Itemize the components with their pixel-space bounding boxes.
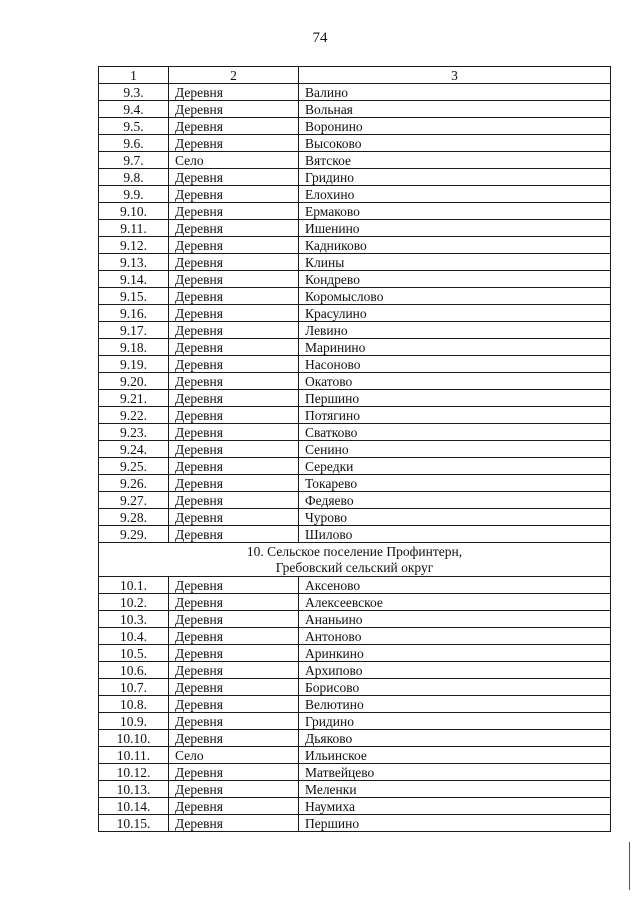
table-row — [99, 713, 611, 730]
row-number: 10.4. — [99, 628, 169, 645]
table-row — [99, 475, 611, 492]
settlement-type: Деревня — [169, 492, 299, 509]
row-number: 9.6. — [99, 135, 169, 152]
table-row — [99, 237, 611, 254]
table-row — [99, 492, 611, 509]
settlement-type: Деревня — [169, 237, 299, 254]
row-number: 9.26. — [99, 475, 169, 492]
table-row — [99, 594, 611, 611]
settlement-type: Деревня — [169, 186, 299, 203]
settlement-type: Деревня — [169, 288, 299, 305]
settlement-name: Аринкино — [299, 645, 611, 662]
scan-margin-mark — [629, 842, 630, 890]
table-row — [99, 662, 611, 679]
row-number: 10.1. — [99, 577, 169, 594]
settlement-type: Деревня — [169, 815, 299, 832]
row-number: 10.3. — [99, 611, 169, 628]
settlement-name: Борисово — [299, 679, 611, 696]
settlement-name: Насоново — [299, 356, 611, 373]
row-number: 9.15. — [99, 288, 169, 305]
row-number: 9.7. — [99, 152, 169, 169]
settlement-type: Деревня — [169, 713, 299, 730]
row-number: 9.8. — [99, 169, 169, 186]
table-row — [99, 424, 611, 441]
settlement-name: Коромыслово — [299, 288, 611, 305]
settlement-name: Ермаково — [299, 203, 611, 220]
table-row — [99, 645, 611, 662]
settlement-type: Деревня — [169, 730, 299, 747]
settlement-type: Деревня — [169, 322, 299, 339]
settlement-type: Деревня — [169, 339, 299, 356]
row-number: 9.28. — [99, 509, 169, 526]
table-body — [99, 67, 611, 832]
settlement-type: Деревня — [169, 764, 299, 781]
row-number: 10.13. — [99, 781, 169, 798]
settlement-name: Меленки — [299, 781, 611, 798]
settlement-type: Село — [169, 152, 299, 169]
column-header-number: 1 — [99, 67, 169, 84]
settlement-name: Окатово — [299, 373, 611, 390]
row-number: 10.14. — [99, 798, 169, 815]
row-number: 9.29. — [99, 526, 169, 543]
column-header-name: 3 — [299, 67, 611, 84]
settlement-type: Деревня — [169, 271, 299, 288]
settlement-type: Деревня — [169, 220, 299, 237]
table-row — [99, 118, 611, 135]
row-number: 9.23. — [99, 424, 169, 441]
settlement-type: Деревня — [169, 169, 299, 186]
settlement-name: Федяево — [299, 492, 611, 509]
table-row — [99, 730, 611, 747]
section-heading — [99, 543, 611, 577]
section-heading-line-2: Гребовский сельский округ — [275, 559, 434, 575]
table-row — [99, 101, 611, 118]
row-number: 10.12. — [99, 764, 169, 781]
settlement-name: Алексеевское — [299, 594, 611, 611]
settlement-name: Кондрево — [299, 271, 611, 288]
settlement-name: Аксеново — [299, 577, 611, 594]
settlement-name: Шилово — [299, 526, 611, 543]
table-row — [99, 679, 611, 696]
settlement-name: Вятское — [299, 152, 611, 169]
settlement-type: Деревня — [169, 475, 299, 492]
settlement-type: Деревня — [169, 135, 299, 152]
row-number: 10.15. — [99, 815, 169, 832]
settlement-type: Деревня — [169, 390, 299, 407]
settlement-name: Дьяково — [299, 730, 611, 747]
table-row — [99, 254, 611, 271]
row-number: 9.16. — [99, 305, 169, 322]
settlement-type: Деревня — [169, 203, 299, 220]
table-row — [99, 271, 611, 288]
row-number: 9.27. — [99, 492, 169, 509]
row-number: 9.24. — [99, 441, 169, 458]
row-number: 9.9. — [99, 186, 169, 203]
row-number: 9.17. — [99, 322, 169, 339]
settlement-name: Архипово — [299, 662, 611, 679]
settlement-type: Деревня — [169, 781, 299, 798]
table-row — [99, 696, 611, 713]
table-row — [99, 169, 611, 186]
settlement-type: Деревня — [169, 679, 299, 696]
row-number: 9.14. — [99, 271, 169, 288]
row-number: 9.21. — [99, 390, 169, 407]
row-number: 10.11. — [99, 747, 169, 764]
table-row — [99, 747, 611, 764]
settlement-name: Потягино — [299, 407, 611, 424]
table-row — [99, 458, 611, 475]
settlement-name: Першино — [299, 390, 611, 407]
settlement-name: Антоново — [299, 628, 611, 645]
table-row — [99, 407, 611, 424]
settlement-type: Деревня — [169, 424, 299, 441]
settlement-name: Гридино — [299, 169, 611, 186]
settlement-type: Деревня — [169, 645, 299, 662]
settlement-type: Деревня — [169, 662, 299, 679]
row-number: 10.7. — [99, 679, 169, 696]
table-row — [99, 356, 611, 373]
table-row — [99, 611, 611, 628]
table-row — [99, 152, 611, 169]
row-number: 9.12. — [99, 237, 169, 254]
settlement-name: Маринино — [299, 339, 611, 356]
settlement-name: Ананьино — [299, 611, 611, 628]
page-number: 74 — [312, 30, 328, 46]
settlement-type: Село — [169, 747, 299, 764]
settlement-type: Деревня — [169, 254, 299, 271]
settlement-name: Гридино — [299, 713, 611, 730]
settlement-name: Середки — [299, 458, 611, 475]
table-row — [99, 577, 611, 594]
settlement-name: Ильинское — [299, 747, 611, 764]
settlement-name: Валино — [299, 84, 611, 101]
settlement-type: Деревня — [169, 84, 299, 101]
settlement-name: Елохино — [299, 186, 611, 203]
table-row — [99, 781, 611, 798]
settlement-type: Деревня — [169, 628, 299, 645]
settlement-name: Клины — [299, 254, 611, 271]
settlement-name: Першино — [299, 815, 611, 832]
row-number: 10.8. — [99, 696, 169, 713]
settlement-name: Велютино — [299, 696, 611, 713]
table-row — [99, 305, 611, 322]
row-number: 9.10. — [99, 203, 169, 220]
settlement-name: Вольная — [299, 101, 611, 118]
row-number: 9.11. — [99, 220, 169, 237]
settlement-type: Деревня — [169, 118, 299, 135]
row-number: 9.25. — [99, 458, 169, 475]
row-number: 9.5. — [99, 118, 169, 135]
settlement-name: Токарево — [299, 475, 611, 492]
table-row — [99, 220, 611, 237]
table-row — [99, 186, 611, 203]
settlement-type: Деревня — [169, 696, 299, 713]
settlement-type: Деревня — [169, 526, 299, 543]
settlement-type: Деревня — [169, 441, 299, 458]
table-row — [99, 764, 611, 781]
table-row — [99, 441, 611, 458]
table-row — [99, 339, 611, 356]
settlement-name: Сватково — [299, 424, 611, 441]
table-row — [99, 390, 611, 407]
row-number: 10.2. — [99, 594, 169, 611]
settlement-type: Деревня — [169, 356, 299, 373]
settlement-type: Деревня — [169, 594, 299, 611]
settlement-type: Деревня — [169, 407, 299, 424]
row-number: 9.13. — [99, 254, 169, 271]
row-number: 9.20. — [99, 373, 169, 390]
settlement-name: Красулино — [299, 305, 611, 322]
settlement-type: Деревня — [169, 611, 299, 628]
table-row — [99, 322, 611, 339]
settlement-name: Левино — [299, 322, 611, 339]
table-row — [99, 509, 611, 526]
settlement-type: Деревня — [169, 577, 299, 594]
table-row — [99, 84, 611, 101]
settlement-type: Деревня — [169, 458, 299, 475]
settlement-name: Сенино — [299, 441, 611, 458]
settlement-type: Деревня — [169, 373, 299, 390]
row-number: 10.9. — [99, 713, 169, 730]
settlement-name: Наумиха — [299, 798, 611, 815]
row-number: 9.18. — [99, 339, 169, 356]
table-row — [99, 628, 611, 645]
row-number: 10.6. — [99, 662, 169, 679]
row-number: 9.19. — [99, 356, 169, 373]
table-row — [99, 815, 611, 832]
row-number: 10.10. — [99, 730, 169, 747]
settlement-name: Воронино — [299, 118, 611, 135]
settlement-type: Деревня — [169, 798, 299, 815]
table-row — [99, 526, 611, 543]
table-row — [99, 798, 611, 815]
section-heading-row — [99, 543, 611, 577]
settlement-name: Высоково — [299, 135, 611, 152]
column-header-type: 2 — [169, 67, 299, 84]
settlement-type: Деревня — [169, 101, 299, 118]
settlement-type: Деревня — [169, 509, 299, 526]
table-header-row — [99, 67, 611, 84]
settlement-type: Деревня — [169, 305, 299, 322]
table-row — [99, 135, 611, 152]
settlement-name: Кадниково — [299, 237, 611, 254]
settlement-name: Чурово — [299, 509, 611, 526]
section-heading-line-1: 10. Сельское поселение Профинтерн, — [246, 543, 463, 559]
settlement-name: Матвейцево — [299, 764, 611, 781]
table-row — [99, 203, 611, 220]
row-number: 9.4. — [99, 101, 169, 118]
table-row — [99, 288, 611, 305]
settlements-table — [98, 66, 611, 832]
table-row — [99, 373, 611, 390]
row-number: 9.22. — [99, 407, 169, 424]
row-number: 10.5. — [99, 645, 169, 662]
row-number: 9.3. — [99, 84, 169, 101]
settlement-name: Ишенино — [299, 220, 611, 237]
